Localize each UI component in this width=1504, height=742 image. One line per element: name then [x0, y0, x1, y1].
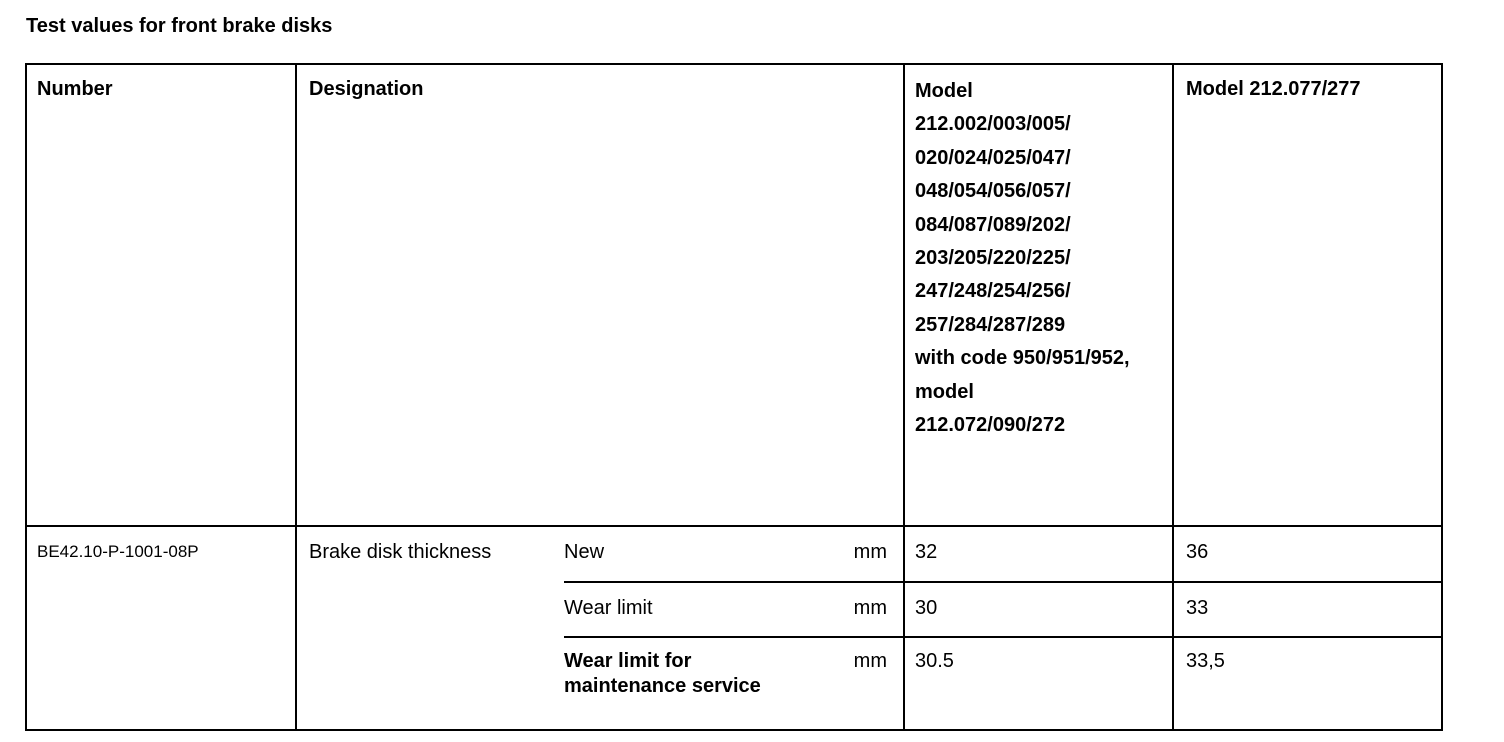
header-model-a-line: Model — [915, 80, 973, 102]
row-model-a-value: 30.5 — [915, 650, 954, 672]
row-unit: mm — [853, 541, 887, 563]
designation-text: Brake disk thickness — [309, 541, 492, 563]
row-divider — [564, 581, 1441, 583]
header-model-a-line: 212.072/090/272 — [915, 414, 1066, 437]
document-number: BE42.10-P-1001-08P — [37, 542, 199, 561]
row-unit: mm — [853, 597, 887, 619]
header-divider — [27, 525, 1441, 527]
header-model-b: Model 212.077/277 — [1186, 78, 1361, 100]
header-model-a-line: 020/024/025/047/ — [915, 146, 1071, 169]
row-label: Wear limit for — [564, 650, 692, 672]
header-model-a-line: model — [915, 380, 974, 403]
row-label: New — [564, 541, 605, 563]
column-divider — [295, 65, 297, 729]
header-model-a-line: 048/054/056/057/ — [915, 180, 1071, 203]
header-model-a-line: 247/248/254/256/ — [915, 280, 1071, 303]
header-model-a-line: 203/205/220/225/ — [915, 247, 1071, 270]
row-model-b-value: 33 — [1186, 597, 1209, 619]
page-title: Test values for front brake disks — [26, 15, 333, 37]
row-model-a-value: 30 — [915, 597, 938, 619]
test-values-table — [25, 63, 1443, 731]
header-model-a-line: 084/087/089/202/ — [915, 213, 1071, 236]
header-number: Number — [37, 78, 113, 100]
row-model-a-value: 32 — [915, 541, 938, 563]
row-label: Wear limit — [564, 597, 653, 619]
row-model-b-value: 36 — [1186, 541, 1209, 563]
row-label: maintenance service — [564, 675, 761, 697]
header-model-a-line: 212.002/003/005/ — [915, 113, 1071, 136]
header-model-a — [915, 75, 1130, 442]
header-designation: Designation — [309, 78, 424, 100]
row-divider — [564, 636, 1441, 638]
column-divider — [903, 65, 905, 729]
row-model-b-value: 33,5 — [1186, 650, 1225, 672]
header-model-a-line: 257/284/287/289 — [915, 313, 1066, 336]
header-model-a-line: with code 950/951/952, — [915, 347, 1130, 370]
column-divider — [1172, 65, 1174, 729]
row-unit: mm — [853, 650, 887, 672]
